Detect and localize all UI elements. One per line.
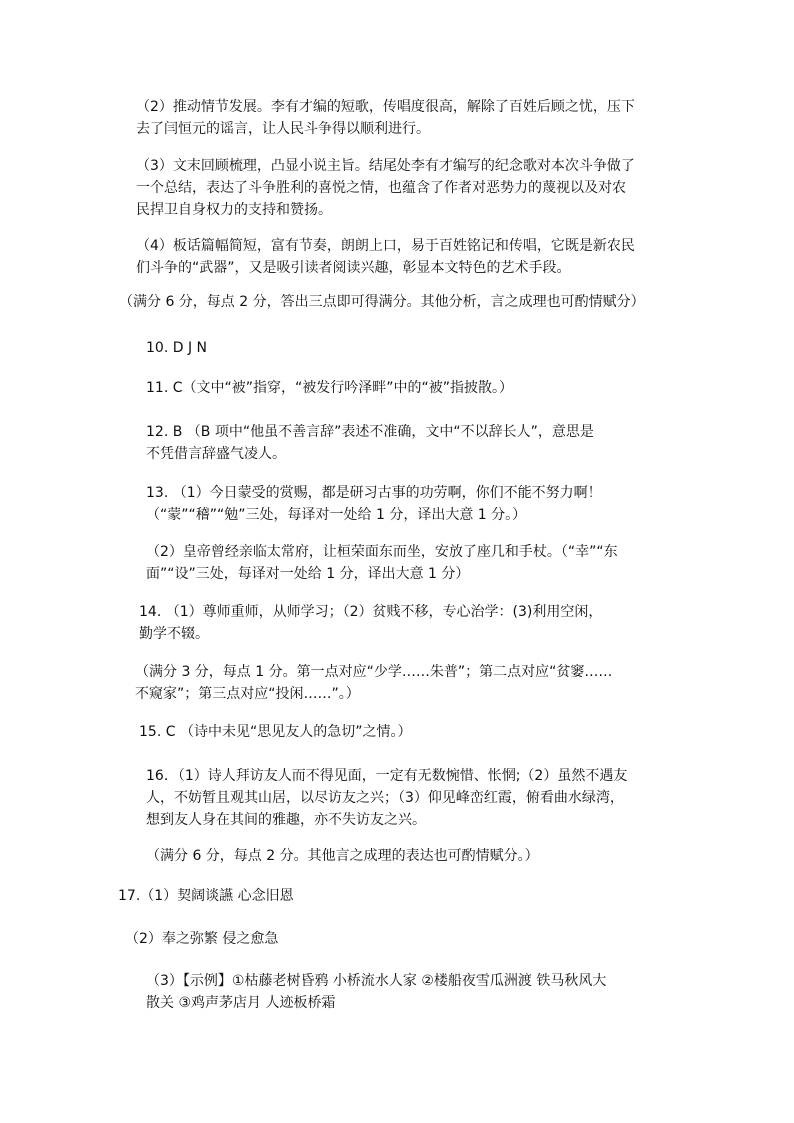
text-line: （满分 3 分，每点 1 分。第一点对应“少学……朱普”；第二点对应“贫窭…… bbox=[135, 664, 613, 680]
text-line: 12. B （B 项中“他虽不善言辞”表述不准确，文中“不以辞长人”，意思是 bbox=[146, 424, 594, 440]
text-line: 人，不妨暂且观其山居，以尽访友之兴；（3）仰见峰峦红霞，俯看曲水绿湾， bbox=[146, 790, 624, 806]
answer-13-part-1 bbox=[146, 482, 602, 526]
text-line: （3）【示例】①枯藤老树昏鸦 小桥流水人家 ②楼船夜雪瓜洲渡 铁马秋风大 bbox=[146, 973, 607, 989]
text-line: 散关 ③鸡声茅店月 人迹板桥霜 bbox=[146, 995, 336, 1011]
answer-17-part-2 bbox=[125, 928, 278, 950]
text-line: （满分 6 分，每点 2 分。其他言之成理的表达也可酌情赋分。） bbox=[146, 848, 539, 864]
answer-15 bbox=[139, 721, 411, 743]
text-line: 13. （1）今日蒙受的赏赐，都是研习古事的功劳啊，你们不能不努力啊！ bbox=[146, 485, 602, 501]
text-line: 去了闫恒元的谣言，让人民斗争得以顺利进行。 bbox=[136, 121, 430, 137]
answer-14 bbox=[139, 601, 602, 645]
answer-16 bbox=[146, 765, 627, 831]
text-line: 15. C （诗中未见“思见友人的急切”之情。） bbox=[139, 724, 412, 740]
text-line: 民捍卫自身权力的支持和赞扬。 bbox=[136, 202, 332, 218]
text-line: 面”“设”三处，每译对一处给 1 分，译出大意 1 分） bbox=[146, 566, 470, 582]
text-line: （3）文末回顾梳理，凸显小说主旨。结尾处李有才编写的纪念歌对本次斗争做了 bbox=[136, 158, 635, 174]
text-line: 们斗争的“武器”，又是吸引读者阅读兴趣，彰显本文特色的艺术手段。 bbox=[136, 260, 571, 276]
text-line: 想到友人身在其间的雅趣，亦不失访友之兴。 bbox=[146, 812, 426, 828]
answer-9-point-4 bbox=[136, 235, 635, 279]
text-line: （满分 6 分，每点 2 分，答出三点即可得满分。其他分析，言之成理也可酌情赋分） bbox=[119, 294, 645, 310]
scoring-note-14 bbox=[135, 661, 612, 705]
text-line: （2）推动情节发展。李有才编的短歌，传唱度很高，解除了百姓后顾之忧，压下 bbox=[136, 99, 635, 115]
text-line: 17.（1）契阔谈讌 心念旧恩 bbox=[118, 888, 294, 904]
text-line: 不凭借言辞盛气凌人。 bbox=[146, 446, 286, 462]
answer-17-part-3 bbox=[146, 970, 606, 1014]
text-line: （2）皇帝曾经亲临太常府，让桓荣面东而坐，安放了座几和手杖。（“幸”“东 bbox=[146, 544, 618, 560]
text-line: 勤学不辍。 bbox=[139, 626, 209, 642]
scoring-note-16 bbox=[146, 845, 539, 867]
answer-10 bbox=[146, 337, 207, 359]
text-line: （“蒙”“稽”“勉”三处，每译对一处给 1 分，译出大意 1 分。） bbox=[146, 507, 527, 523]
text-line: 11. C（文中“被”指穿，“被发行吟泽畔”中的“被”指披散。） bbox=[146, 380, 514, 396]
text-line: 14. （1）尊师重师，从师学习；（2）贫贱不移，专心治学：(3)利用空闲， bbox=[139, 604, 603, 620]
text-line: 16．（1）诗人拜访友人而不得见面，一定有无数惋惜、怅惘;（2）虽然不遇友 bbox=[146, 768, 628, 784]
text-line: 一个总结，表达了斗争胜利的喜悦之情，也蕴含了作者对恶势力的蔑视以及对农 bbox=[136, 180, 626, 196]
answer-9-point-3 bbox=[136, 155, 635, 221]
text-line: 不窥家”；第三点对应“投闲……”。） bbox=[135, 686, 360, 702]
scoring-note-9 bbox=[119, 291, 645, 313]
text-line: （4）板话篇幅简短，富有节奏，朗朗上口，易于百姓铭记和传唱，它既是新农民 bbox=[136, 238, 635, 254]
answer-12 bbox=[146, 421, 594, 465]
answer-13-part-2 bbox=[146, 541, 618, 585]
answer-9-point-2 bbox=[136, 96, 635, 140]
text-line: 10. D J N bbox=[146, 340, 207, 356]
answer-17-part-1 bbox=[118, 885, 294, 907]
answer-11 bbox=[146, 377, 513, 399]
text-line: （2）奉之弥繁 侵之愈急 bbox=[125, 931, 279, 947]
